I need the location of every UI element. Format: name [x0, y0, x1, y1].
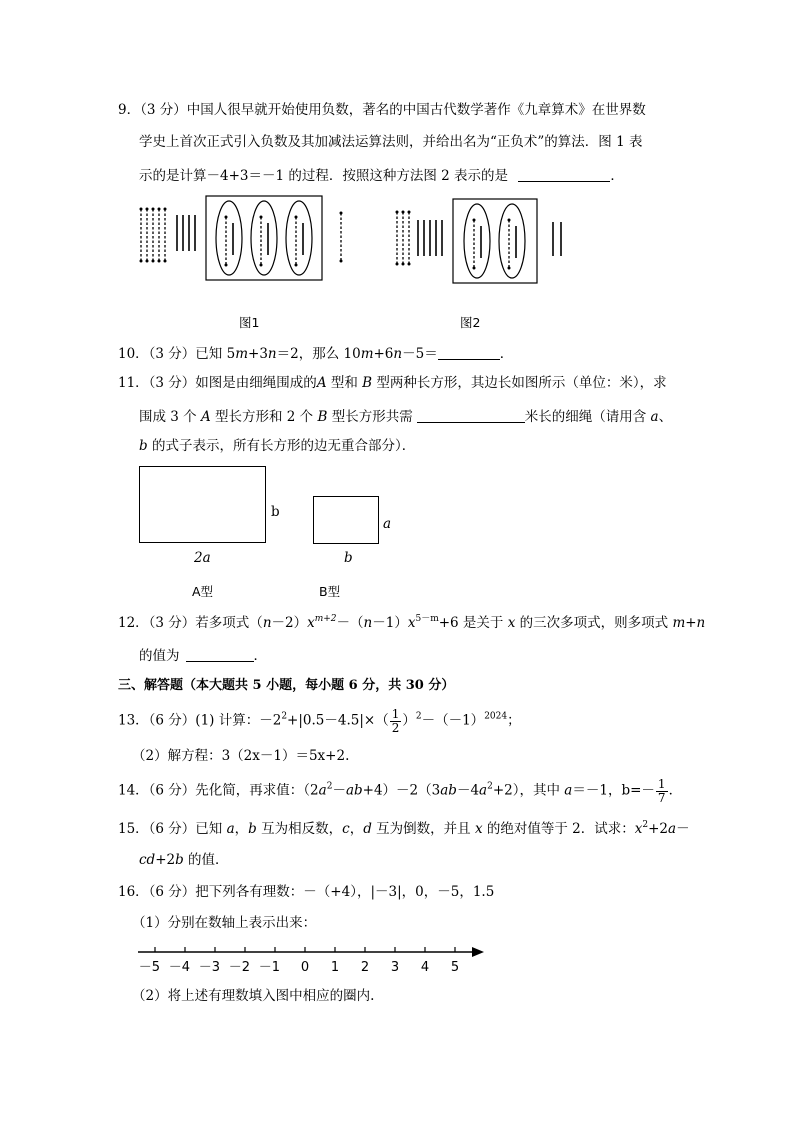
fig2-result-rods: [553, 222, 561, 256]
q11-line3: b 的式子表示，所有长方形的边无重合部分）．: [139, 438, 416, 454]
q15-line1: 15．（6 分）已知 a，b 互为相反数，c，d 互为倒数，并且 x 的绝对值等于 2．试求：$x^2+2a-$: [118, 820, 690, 837]
q12-line2: 的值为 ．: [139, 648, 267, 664]
tick-label: －3: [198, 960, 220, 975]
q9-answer-blank[interactable]: [518, 168, 610, 182]
fraction-one-seventh: $\frac{1}{7}$: [657, 777, 666, 805]
fig1-caption: 图1: [239, 315, 260, 330]
rect-b-side-label: a: [383, 516, 392, 532]
figure-2-counting-rods: [394, 198, 574, 288]
tick-label: 3: [390, 960, 400, 975]
fig1-frame: [206, 196, 322, 280]
type-b-caption: B型: [319, 584, 341, 599]
number-line: [138, 943, 488, 963]
tick-label: －4: [168, 960, 190, 975]
tick-label: 5: [450, 960, 460, 975]
type-a-caption: A型: [192, 584, 214, 599]
positive-rods-fig2: [418, 220, 442, 256]
tick-label: 1: [330, 960, 340, 975]
q13-part2: （2）解方程：3（2x－1）＝5x+2.: [132, 748, 350, 764]
q16-line1: 16．（6 分）把下列各有理数：－（+4），|－3|，0，－5，1.5: [118, 884, 495, 900]
q12-line1: 12．（3 分）若多项式$(n-2)x^{m+2}-(n-1)x^{5-m}+6$ 是关于 x 的三次多项式，则多项式 m+n: [118, 614, 706, 631]
tick-label: －1: [258, 960, 280, 975]
q15-line2: cd+2b 的值．: [139, 852, 229, 868]
q13-line1: 13．（6 分）(1) 计算：$-2^2+|0.5-4.5|\times$（ $\frac{1}{2}$ ）$^2-(-1)^{2024}$；: [118, 707, 521, 735]
rect-a-side-label: b: [271, 504, 280, 520]
negative-rods-fig2: [397, 212, 409, 264]
positive-rods-fig1: [177, 215, 195, 251]
q10-answer-blank[interactable]: [438, 346, 500, 360]
negative-rods-fig1: [141, 209, 165, 261]
tick-label: －2: [228, 960, 250, 975]
q10-line: 10．（3 分）已知 5m+3n＝2，那么 10m+6n－5＝ ．: [118, 346, 514, 362]
rect-b-bottom-label: b: [344, 550, 353, 566]
q16-part2: （2）将上述有理数填入图中相应的圈内.: [132, 988, 375, 1004]
q9-line3: 示的是计算－4+3＝－1 的过程．按照这种方法图 2 表示的是 ．: [139, 168, 624, 184]
q12-answer-blank[interactable]: [186, 648, 254, 662]
figure-1-counting-rods: [138, 195, 358, 285]
rectangle-type-a: [139, 466, 266, 543]
fig1-pair-ellipses: [216, 201, 312, 275]
number-line-arrow: [472, 947, 484, 957]
q9-line2: 学史上首次正式引入负数及其加减法运算法则，并给出名为“正负术”的算法．图 1 表: [139, 134, 643, 150]
fig2-caption: 图2: [460, 315, 481, 330]
q14-line: 14．（6 分）先化简，再求值：$(2a^2-ab+4)-2(3ab-4a^2+2)$，其中 a＝－1，b=－ $\frac{1}{7}$ ．: [118, 777, 683, 805]
rect-a-bottom-label: 2a: [194, 550, 211, 566]
q11-line1: 11．（3 分）如图是由细绳围成的A 型和 B 型两种长方形，其边长如图所示（单位：米），求: [118, 375, 667, 391]
q11-answer-blank[interactable]: [417, 409, 525, 423]
section-3-heading: 三、解答题（本大题共 5 小题，每小题 6 分，共 30 分）: [118, 678, 455, 693]
q9-line1: 9．（3 分）中国人很早就开始使用负数，著名的中国古代数学著作《九章算术》在世界数: [118, 102, 646, 118]
rectangle-type-b: [313, 496, 379, 544]
q11-line2: 围成 3 个 A 型长方形和 2 个 B 型长方形共需 米长的细绳（请用含 a、: [139, 409, 673, 425]
q16-part1: （1）分别在数轴上表示出来：: [132, 915, 317, 931]
fraction-one-half: $\frac{1}{2}$: [391, 707, 400, 735]
tick-label: －5: [138, 960, 160, 975]
tick-label: 4: [420, 960, 430, 975]
tick-label: 0: [300, 960, 310, 975]
tick-label: 2: [360, 960, 370, 975]
